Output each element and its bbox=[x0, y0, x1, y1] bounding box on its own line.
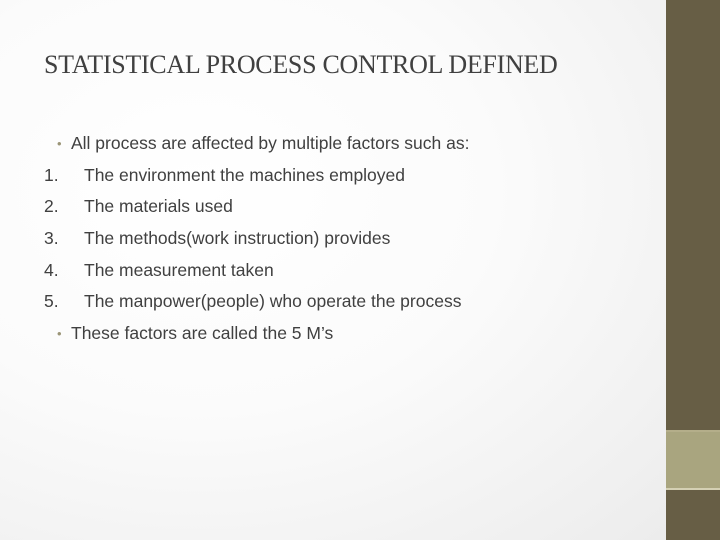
list-item bbox=[44, 191, 644, 223]
slide-title: STATISTICAL PROCESS CONTROL DEFINED bbox=[44, 50, 558, 79]
list-item-text: The environment the machines employed bbox=[84, 164, 406, 185]
list-item-text: The manpower(people) who operate the process bbox=[84, 291, 462, 312]
list-item-number: 1. bbox=[44, 164, 59, 185]
list-item-text: The methods(work instruction) provides bbox=[84, 228, 391, 249]
list-item-number: 3. bbox=[44, 228, 59, 249]
list-item-text: The measurement taken bbox=[84, 259, 274, 280]
list-item bbox=[44, 160, 644, 192]
list-item bbox=[44, 255, 644, 287]
list-item bbox=[44, 286, 644, 318]
list-item bbox=[44, 223, 644, 255]
list-item-number: 2. bbox=[44, 196, 59, 217]
slide-body bbox=[44, 128, 644, 350]
list-item-text: The materials used bbox=[84, 196, 233, 217]
sidebar-divider-lower bbox=[666, 488, 720, 490]
bullet-icon: • bbox=[57, 136, 62, 151]
closing-bullet-text: These factors are called the 5 M’s bbox=[71, 323, 334, 344]
sidebar-accent-block bbox=[666, 432, 720, 488]
intro-bullet bbox=[44, 128, 644, 160]
list-item-number: 4. bbox=[44, 259, 59, 280]
list-item-number: 5. bbox=[44, 291, 59, 312]
closing-bullet bbox=[44, 318, 644, 350]
intro-bullet-text: All process are affected by multiple factors such as: bbox=[71, 133, 470, 153]
bullet-icon: • bbox=[57, 326, 62, 342]
